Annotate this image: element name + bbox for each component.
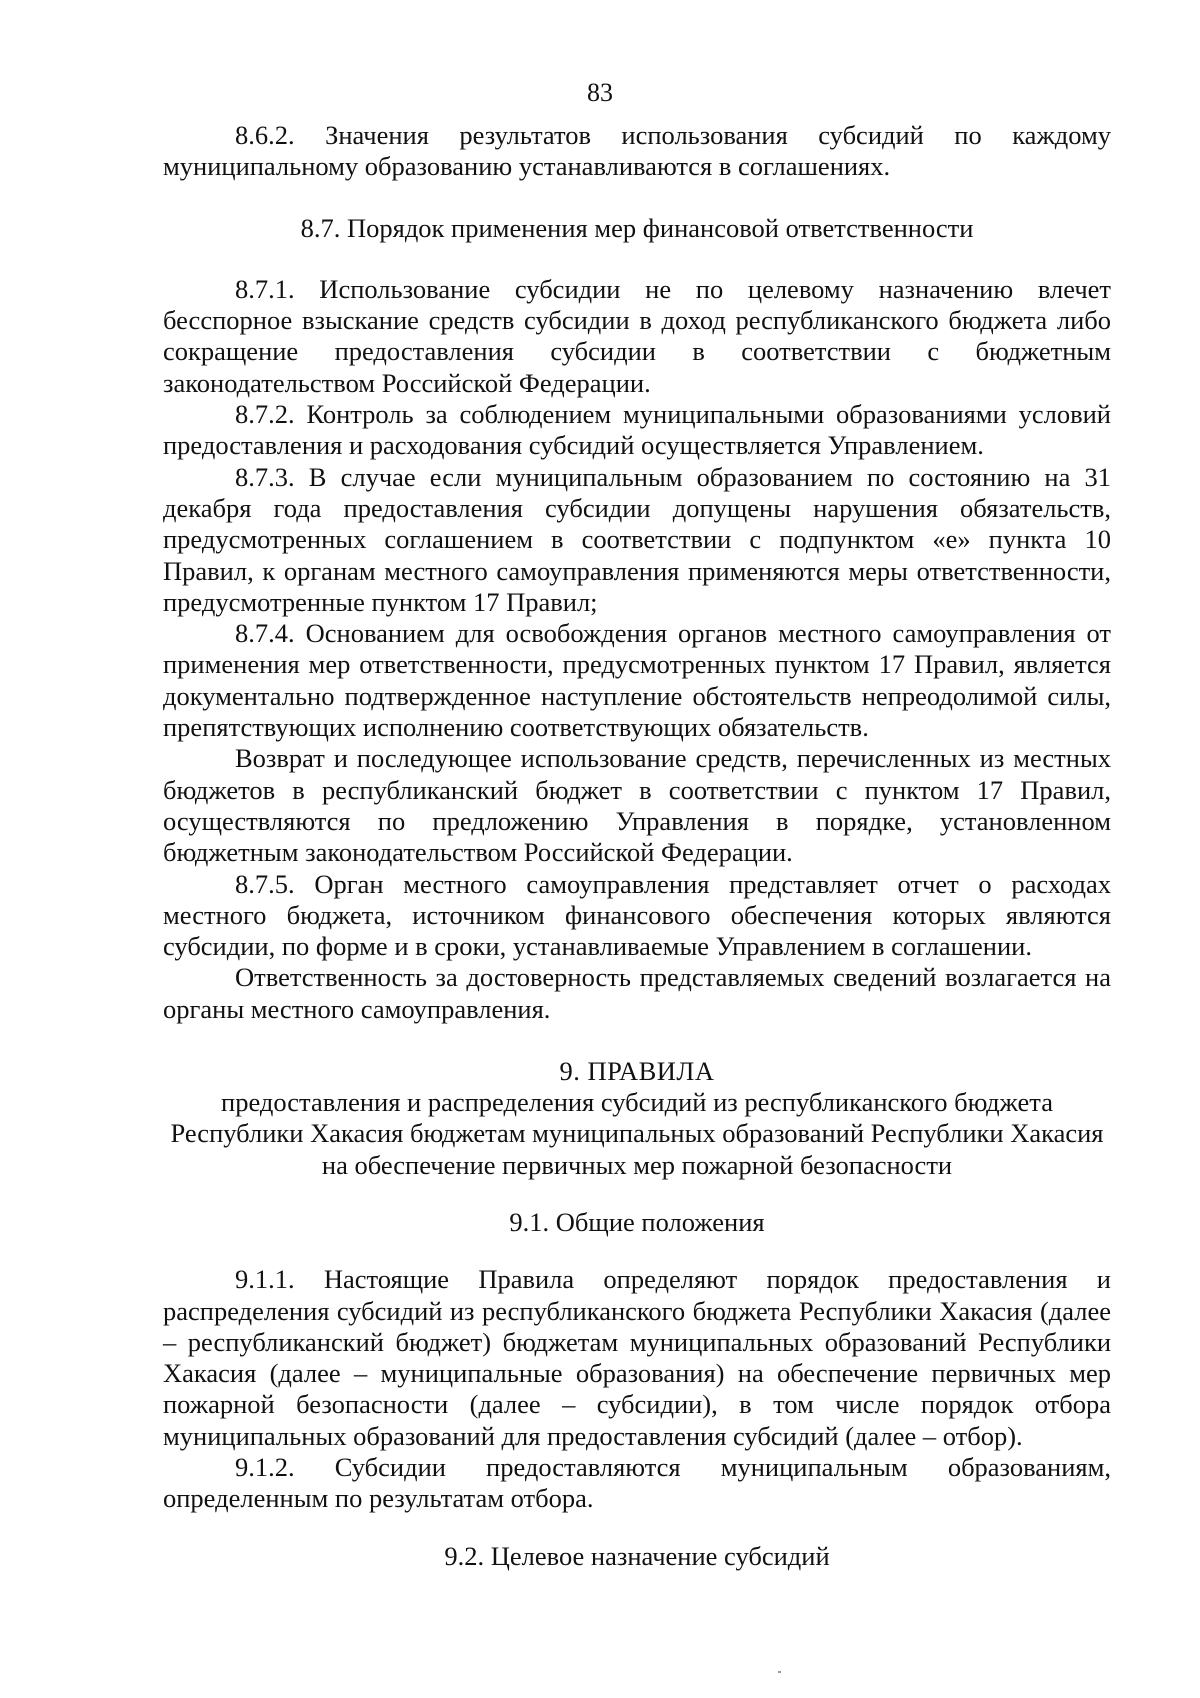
document-body bbox=[163, 120, 1111, 1572]
paragraph-8-7-4: 8.7.4. Основанием для освобождения органов местного самоуправления от применения мер ответственности, предусмотренных пунктом 17 Правил, является документально подтвержденное наступление обстоятельств непреодолимой силы, препятствующих исполнению соответствующих обязательств. bbox=[163, 618, 1111, 743]
paragraph-8-7-3: 8.7.3. В случае если муниципальным образованием по состоянию на 31 декабря года предоставления субсидии допущены нарушения обязательств, предусмотренных соглашением в соответствии с подпунктом «е» пункта 10 Правил, к органам местного самоуправления применяются меры ответственности, предусмотренные пунктом 17 Правил; bbox=[163, 461, 1111, 617]
paragraph-8-7-1: 8.7.1. Использование субсидии не по целевому назначению влечет бесспорное взыскание средств субсидии в доход республиканского бюджета либо сокращение предоставления субсидии в соответствии с бюджетным законодательством Российской Федерации. bbox=[163, 273, 1111, 398]
section-spacer bbox=[163, 1238, 1111, 1264]
paragraph-8-7-2: 8.7.2. Контроль за соблюдением муниципальными образованиями условий предоставления и расходования субсидий осуществляется Управлением. bbox=[163, 399, 1111, 461]
rules-title: 9. ПРАВИЛА bbox=[559, 1056, 715, 1087]
section-spacer bbox=[163, 183, 1111, 213]
paragraph-9-1-1: 9.1.1. Настоящие Правила определяют порядок предоставления и распределения субсидий из республиканского бюджета Республики Хакасия (далее – республиканский бюджет) бюджетам муниципальных образований Республики Хакасия (далее – муниципальные образования) на обеспечение первичных мер пожарной безопасности (далее – субсидии), в том числе порядок отбора муниципальных образований для предоставления субсидий (далее – отбор). bbox=[163, 1264, 1111, 1451]
rules-subtitle-line-2: Республики Хакасия бюджетам муниципальных образований Республики Хакасия bbox=[170, 1118, 1104, 1149]
section-spacer bbox=[163, 1515, 1111, 1541]
page-number: 83 bbox=[587, 78, 613, 107]
section-spacer bbox=[163, 244, 1111, 274]
paragraph-responsibility: Ответственность за достоверность представляемых сведений возлагается на органы местного самоуправления. bbox=[163, 962, 1111, 1024]
heading-9-2: 9.2. Целевое назначение субсидий bbox=[444, 1540, 830, 1571]
scan-dot bbox=[778, 1671, 781, 1673]
heading-8-7: 8.7. Порядок применения мер финансовой ответственности bbox=[300, 212, 974, 243]
paragraph-return-of-funds: Возврат и последующее использование средств, перечисленных из местных бюджетов в республиканский бюджет в соответствии с пунктом 17 Правил, осуществляются по предложению Управления в порядке, установленном бюджетным законодательством Российской Федерации. bbox=[163, 743, 1111, 868]
heading-9-1: 9.1. Общие положения bbox=[509, 1206, 765, 1237]
paragraph-8-6-2: 8.6.2. Значения результатов использования субсидий по каждому муниципальному образованию устанавливаются в соглашениях. bbox=[163, 120, 1111, 182]
section-spacer bbox=[163, 1181, 1111, 1207]
paragraph-8-7-5: 8.7.5. Орган местного самоуправления представляет отчет о расходах местного бюджета, источником финансового обеспечения которых являются субсидии, по форме и в сроки, устанавливаемые Управлением в соглашении. bbox=[163, 868, 1111, 962]
rules-subtitle-line-3: на обеспечение первичных мер пожарной безопасности bbox=[321, 1149, 953, 1180]
rules-subtitle-line-1: предоставления и распределения субсидий из республиканского бюджета bbox=[221, 1087, 1053, 1118]
paragraph-9-1-2: 9.1.2. Субсидии предоставляются муниципальным образованиям, определенным по результатам отбора. bbox=[163, 1451, 1111, 1514]
section-spacer bbox=[163, 1025, 1111, 1055]
